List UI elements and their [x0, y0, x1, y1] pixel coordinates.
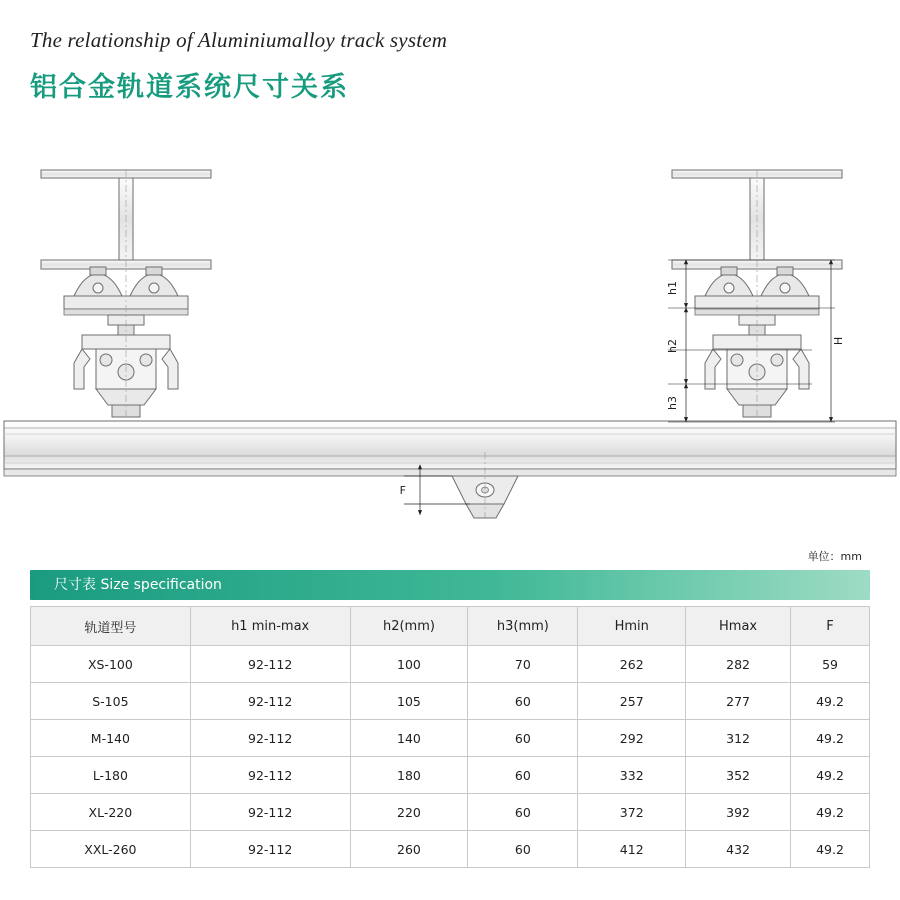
cell-h2: 180 [350, 757, 468, 794]
cell-h3: 60 [468, 757, 578, 794]
cell-hmin: 372 [578, 794, 686, 831]
column-header-hmax: Hmax [686, 607, 791, 646]
cell-f: 49.2 [791, 683, 870, 720]
right-trolley-assembly [672, 170, 842, 420]
table-title: 尺寸表 Size specification [30, 570, 870, 600]
cell-model: S-105 [31, 683, 191, 720]
cell-model: XXL-260 [31, 831, 191, 868]
size-table [30, 606, 870, 868]
cell-f: 49.2 [791, 757, 870, 794]
column-header-model: 轨道型号 [31, 607, 191, 646]
table-row [31, 720, 870, 757]
page-title-chinese: 铝合金轨道系统尺寸关系 [30, 72, 349, 103]
column-header-h1: h1 min-max [190, 607, 350, 646]
cell-model: XS-100 [31, 646, 191, 683]
cell-h3: 60 [468, 831, 578, 868]
cell-h2: 220 [350, 794, 468, 831]
cell-f: 49.2 [791, 831, 870, 868]
cell-hmin: 292 [578, 720, 686, 757]
cell-h1: 92-112 [190, 794, 350, 831]
dimension-label-h1: h1 [666, 281, 679, 295]
column-header-f: F [791, 607, 870, 646]
dimension-label-F: F [399, 484, 406, 497]
cell-h1: 92-112 [190, 720, 350, 757]
cell-hmax: 352 [686, 757, 791, 794]
cell-h1: 92-112 [190, 683, 350, 720]
cell-f: 49.2 [791, 720, 870, 757]
main-beam [4, 421, 896, 476]
cell-hmin: 257 [578, 683, 686, 720]
dimension-label-h3: h3 [666, 396, 679, 410]
cell-h1: 92-112 [190, 757, 350, 794]
table-row [31, 831, 870, 868]
cell-hmax: 312 [686, 720, 791, 757]
page-title-english: The relationship of Aluminiumalloy track system [30, 28, 448, 52]
cell-hmax: 277 [686, 683, 791, 720]
page-header [30, 28, 870, 104]
cell-h2: 100 [350, 646, 468, 683]
cell-model: L-180 [31, 757, 191, 794]
left-trolley-assembly [41, 170, 211, 420]
table-row [31, 757, 870, 794]
cell-hmax: 392 [686, 794, 791, 831]
cell-h2: 140 [350, 720, 468, 757]
table-row [31, 683, 870, 720]
size-specification-section [30, 570, 870, 868]
cell-model: M-140 [31, 720, 191, 757]
cell-hmax: 432 [686, 831, 791, 868]
column-header-hmin: Hmin [578, 607, 686, 646]
cell-h1: 92-112 [190, 831, 350, 868]
cell-h3: 60 [468, 720, 578, 757]
cell-hmin: 332 [578, 757, 686, 794]
technical-drawing [0, 140, 900, 555]
cell-hmax: 282 [686, 646, 791, 683]
cell-hmin: 262 [578, 646, 686, 683]
cell-h2: 105 [350, 683, 468, 720]
dimension-label-H: H [832, 336, 845, 346]
dimension-label-h2: h2 [666, 339, 679, 353]
column-header-h2: h2(mm) [350, 607, 468, 646]
cell-h1: 92-112 [190, 646, 350, 683]
cell-f: 59 [791, 646, 870, 683]
cell-h2: 260 [350, 831, 468, 868]
column-header-h3: h3(mm) [468, 607, 578, 646]
cell-h3: 60 [468, 794, 578, 831]
table-row [31, 794, 870, 831]
unit-note: 单位：mm [807, 550, 862, 563]
cell-model: XL-220 [31, 794, 191, 831]
cell-f: 49.2 [791, 794, 870, 831]
cell-hmin: 412 [578, 831, 686, 868]
cell-h3: 60 [468, 683, 578, 720]
table-row [31, 646, 870, 683]
cell-h3: 70 [468, 646, 578, 683]
table-header-row [31, 607, 870, 646]
